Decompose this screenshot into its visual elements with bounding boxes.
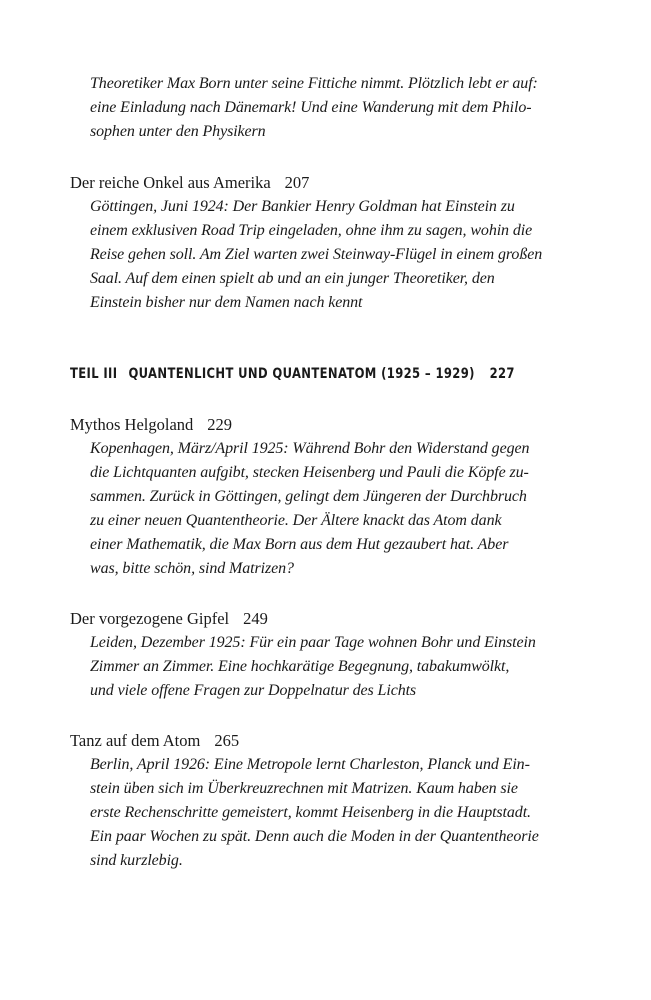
entry-description [70, 437, 580, 581]
part-title: QUANTENLICHT UND QUANTENATOM (1925 – 1929) [128, 366, 475, 382]
entry-title: Der reiche Onkel aus Amerika [70, 173, 271, 192]
desc-line: einer Mathematik, die Max Born aus dem Hut gezaubert hat. Aber [90, 536, 509, 553]
toc-entry-tanz [70, 729, 580, 873]
desc-line: die Lichtquanten aufgibt, stecken Heisenberg und Pauli die Köpfe zu- [90, 464, 529, 481]
desc-line: Reise gehen soll. Am Ziel warten zwei Steinway-Flügel in einem großen [90, 246, 543, 263]
entry-description [70, 195, 580, 315]
intro-description [70, 72, 580, 144]
desc-line: und viele offene Fragen zur Doppelnatur des Lichts [90, 682, 417, 699]
entry-description [70, 631, 580, 703]
desc-line: einem exklusiven Road Trip eingeladen, ohne ihm zu sagen, wohin die [90, 222, 533, 239]
entry-page-number: 207 [284, 173, 310, 192]
entry-heading [70, 729, 580, 753]
entry-heading [70, 607, 580, 631]
desc-line: Einstein bisher nur dem Namen nach kennt [90, 294, 363, 311]
entry-heading [70, 413, 580, 437]
intro-continuation [70, 72, 580, 144]
desc-line: sind kurzlebig. [90, 852, 183, 869]
desc-line: Saal. Auf dem einen spielt ab und an ein junger Theoretiker, den [90, 270, 495, 287]
entry-title: Tanz auf dem Atom [70, 731, 201, 750]
entry-title: Mythos Helgoland [70, 415, 194, 434]
desc-line: sammen. Zurück in Göttingen, gelingt dem Jüngeren der Durchbruch [90, 488, 527, 505]
desc-line: Zimmer an Zimmer. Eine hochkarätige Begegnung, tabakumwölkt, [90, 658, 510, 675]
entry-description [70, 753, 580, 873]
desc-line: sophen unter den Physikern [90, 123, 266, 140]
toc-entry-onkel [70, 171, 580, 315]
desc-line: was, bitte schön, sind Matrizen? [90, 560, 294, 577]
part-label: TEIL III [70, 366, 118, 382]
desc-line: erste Rechenschritte gemeistert, kommt Heisenberg in die Hauptstadt. [90, 804, 531, 821]
desc-line: Göttingen, Juni 1924: Der Bankier Henry Goldman hat Einstein zu [90, 198, 515, 215]
toc-entry-helgoland [70, 413, 580, 581]
toc-entry-gipfel [70, 607, 580, 703]
entry-title: Der vorgezogene Gipfel [70, 609, 230, 628]
entry-page-number: 249 [243, 609, 268, 628]
entry-page-number: 265 [214, 731, 240, 750]
desc-line: Theoretiker Max Born unter seine Fittiche nimmt. Plötzlich lebt er auf: [90, 75, 538, 92]
desc-line: zu einer neuen Quantentheorie. Der Ältere knackt das Atom dank [90, 512, 502, 529]
desc-line: Kopenhagen, März/April 1925: Während Bohr den Widerstand gegen [90, 440, 530, 457]
desc-line: eine Einladung nach Dänemark! Und eine Wanderung mit dem Philo- [90, 99, 532, 116]
part-page-number: 227 [489, 366, 515, 382]
entry-page-number: 229 [207, 415, 233, 434]
part-heading [70, 362, 515, 386]
desc-line: Ein paar Wochen zu spät. Denn auch die Moden in der Quantentheorie [90, 828, 539, 845]
desc-line: Leiden, Dezember 1925: Für ein paar Tage wohnen Bohr und Einstein [90, 634, 536, 651]
desc-line: Berlin, April 1926: Eine Metropole lernt Charleston, Planck und Ein- [90, 756, 530, 773]
entry-heading [70, 171, 580, 195]
desc-line: stein üben sich im Überkreuzrechnen mit Matrizen. Kaum haben sie [90, 780, 518, 797]
